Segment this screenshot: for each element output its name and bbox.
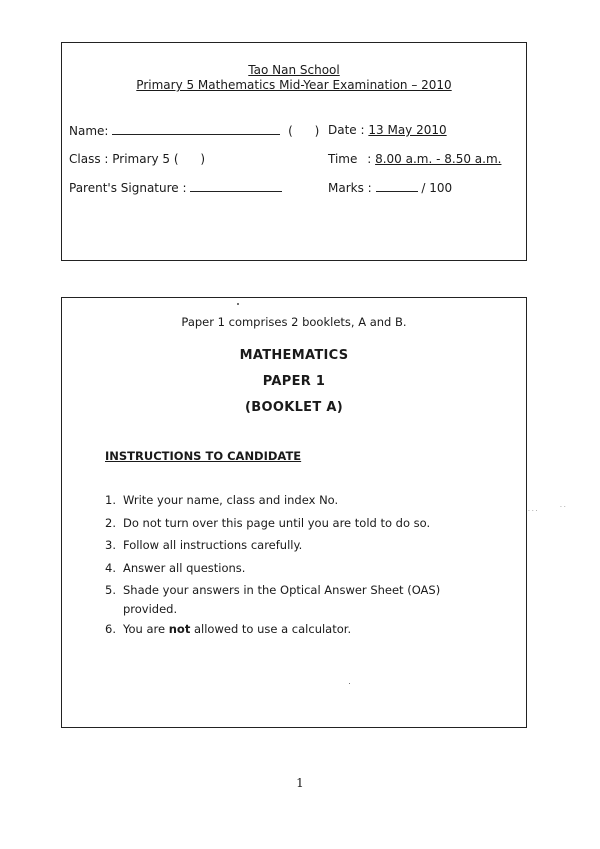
instructions-heading: INSTRUCTIONS TO CANDIDATE [105, 449, 302, 463]
marks-label: Marks : [328, 181, 372, 195]
name-blank[interactable] [112, 123, 280, 135]
instruction-item: 6. You are not allowed to use a calculator. [105, 621, 352, 636]
instructions-list [105, 489, 505, 640]
signature-label: Parent's Signature : [69, 181, 187, 195]
class-paren-close: ) [200, 152, 206, 166]
school-name: Tao Nan School [248, 63, 340, 77]
date-field: Date : 13 May 2010 [328, 123, 447, 137]
scan-dot [349, 683, 350, 684]
signature-blank[interactable] [190, 180, 282, 192]
class-label: Class : Primary 5 ( [69, 152, 179, 166]
name-paren-open: ( [288, 124, 293, 138]
instruction-item: 3. Follow all instructions carefully. [105, 538, 303, 552]
emphasis-not: not [168, 621, 191, 636]
subject-title: MATHEMATICS [239, 348, 349, 363]
instruction-item: 5. Shade your answers in the Optical Answer Sheet (OAS) provided. [105, 583, 441, 616]
name-field [69, 123, 319, 138]
booklet-title: (BOOKLET A) [245, 400, 343, 415]
time-label: Time [328, 152, 358, 166]
class-field [69, 152, 205, 166]
exam-title: Primary 5 Mathematics Mid-Year Examination – 2010 [136, 78, 452, 92]
name-label: Name: [69, 124, 109, 138]
exam-header-box [61, 42, 527, 261]
instruction-item: 2. Do not turn over this page until you are told to do so. [105, 515, 431, 530]
marks-blank[interactable] [376, 180, 418, 192]
instruction-item: 4. Answer all questions. [105, 560, 246, 575]
marks-field [328, 180, 452, 195]
booklet-intro: Paper 1 comprises 2 booklets, A and B. [181, 315, 407, 329]
time-field: Time : 8.00 a.m. - 8.50 a.m. [328, 152, 502, 166]
page-number: 1 [296, 776, 304, 790]
cover-box [61, 297, 527, 728]
scan-dot [237, 303, 239, 305]
instruction-item: 1. Write your name, class and index No. [105, 493, 339, 507]
marks-total: / 100 [421, 181, 453, 195]
date-label: Date [328, 123, 357, 137]
time-value: 8.00 a.m. - 8.50 a.m. [375, 152, 502, 166]
paper-title: PAPER 1 [262, 374, 326, 389]
signature-field [69, 180, 282, 195]
date-value: 13 May 2010 [368, 123, 447, 137]
name-paren-close: ) [314, 124, 320, 138]
scan-speck: · · [560, 504, 566, 511]
scan-speck: · · · [528, 508, 538, 515]
